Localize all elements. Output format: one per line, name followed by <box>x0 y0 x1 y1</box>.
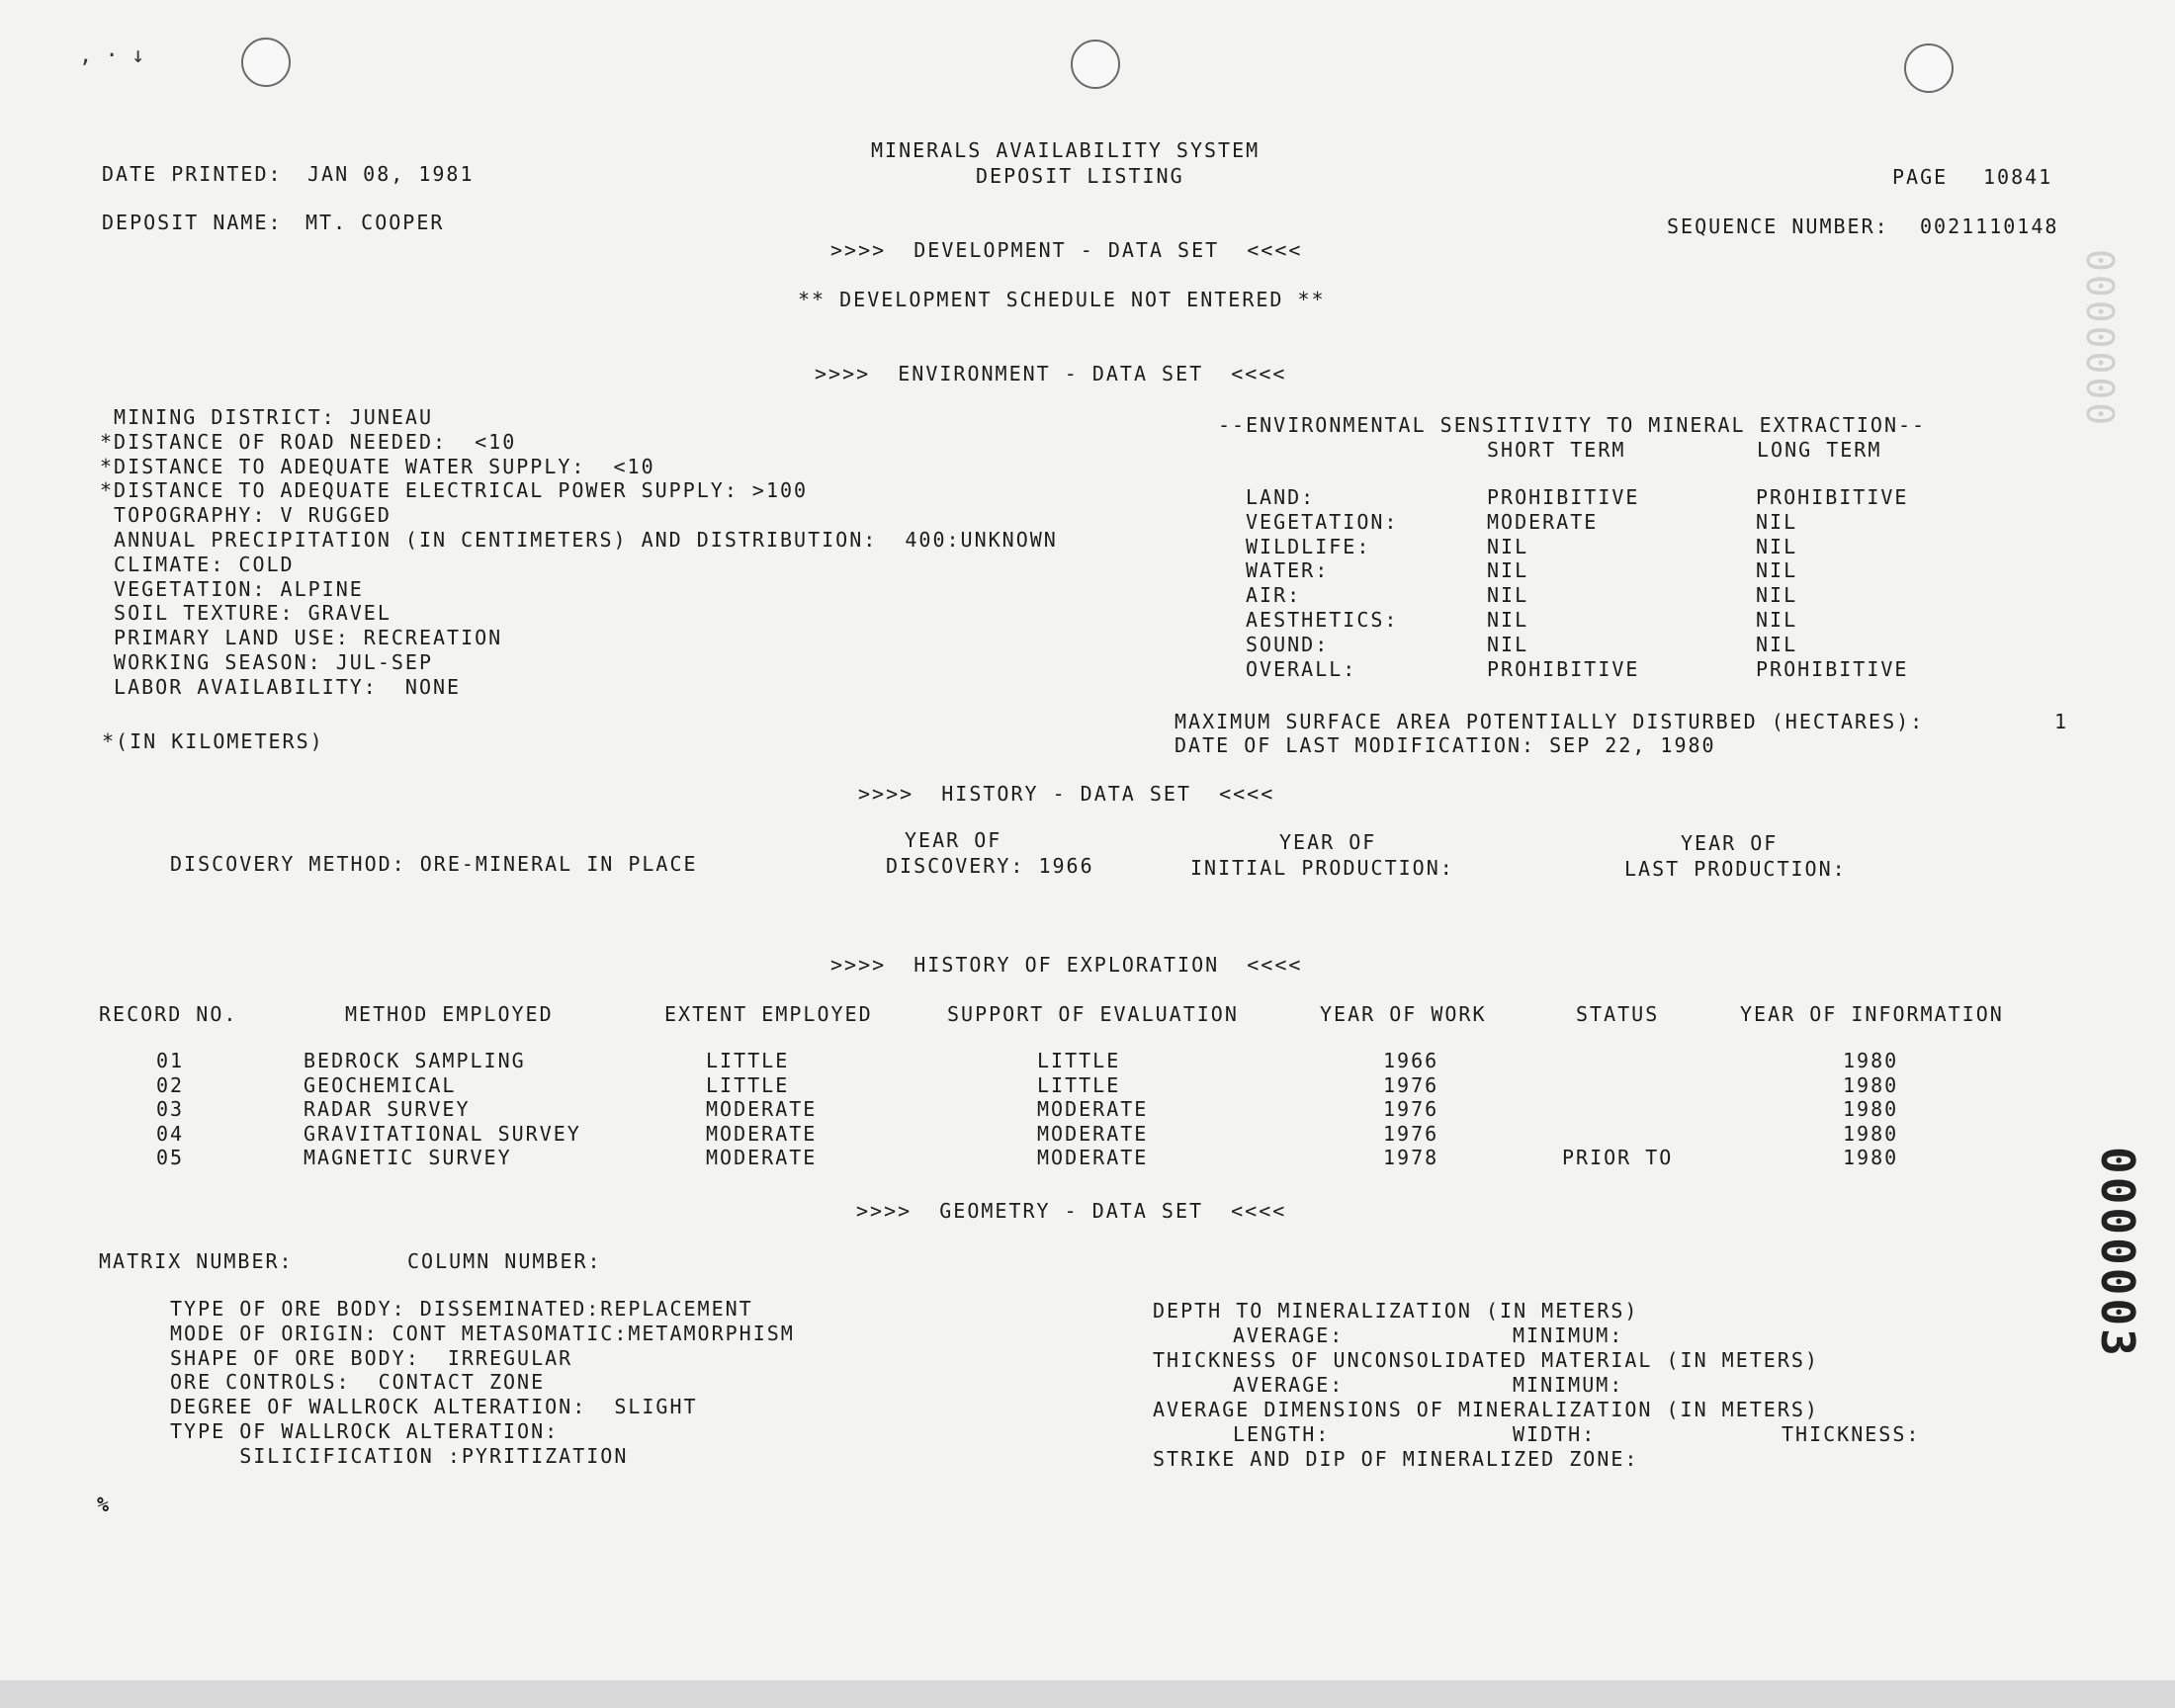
thickness-minimum: MINIMUM: <box>1513 1373 1624 1397</box>
sensitivity-title: --ENVIRONMENTAL SENSITIVITY TO MINERAL EXTRACTION-- <box>1218 413 1927 437</box>
exploration-cell-method: GEOCHEMICAL <box>304 1072 457 1097</box>
stray-ink-marks: ‚ · ↓ <box>79 43 145 68</box>
depth-minimum: MINIMUM: <box>1513 1324 1624 1347</box>
development-heading: >>>> DEVELOPMENT - DATA SET <<<< <box>830 238 1303 262</box>
ore-body-line: SHAPE OF ORE BODY: IRREGULAR <box>170 1345 573 1370</box>
depth-average: AVERAGE: <box>1233 1324 1345 1347</box>
long-term-header: LONG TERM <box>1757 438 1882 462</box>
exploration-cell-extent: MODERATE <box>706 1097 818 1122</box>
discovery-method: DISCOVERY METHOD: ORE-MINERAL IN PLACE <box>170 852 698 876</box>
exploration-cell-extent: MODERATE <box>706 1121 818 1146</box>
exploration-cell-status: PRIOR TO <box>1562 1146 1674 1170</box>
exploration-cell-year-work: 1976 <box>1383 1097 1439 1122</box>
environment-line: SOIL TEXTURE: GRAVEL <box>100 601 392 626</box>
strike-dip: STRIKE AND DIP OF MINERALIZED ZONE: <box>1153 1447 1639 1471</box>
date-printed-value: JAN 08, 1981 <box>307 162 475 186</box>
exploration-cell-support: LITTLE <box>1037 1072 1121 1097</box>
matrix-number: MATRIX NUMBER: <box>99 1249 294 1273</box>
environment-line: PRIMARY LAND USE: RECREATION <box>100 626 503 650</box>
last-modified: DATE OF LAST MODIFICATION: SEP 22, 1980 <box>1174 733 1716 757</box>
exploration-cell-record: 02 <box>156 1072 185 1097</box>
kilometers-footnote: *(IN KILOMETERS) <box>102 729 324 753</box>
deposit-name-label: DEPOSIT NAME: <box>102 211 283 234</box>
exploration-cell-year-work: 1976 <box>1383 1072 1439 1097</box>
environment-line: *DISTANCE OF ROAD NEEDED: <10 <box>100 429 517 454</box>
sensitivity-short-term: MODERATE <box>1487 509 1599 534</box>
last-production: LAST PRODUCTION: <box>1624 857 1847 881</box>
environment-line: VEGETATION: ALPINE <box>100 576 364 601</box>
history-heading: >>>> HISTORY - DATA SET <<<< <box>858 782 1275 806</box>
dimension-width: WIDTH: <box>1513 1422 1597 1446</box>
sensitivity-long-term: NIL <box>1756 608 1798 632</box>
sensitivity-long-term: NIL <box>1756 583 1798 608</box>
exploration-heading: >>>> HISTORY OF EXPLORATION <<<< <box>830 953 1303 977</box>
environment-line: MINING DISTRICT: JUNEAU <box>100 405 433 429</box>
sensitivity-short-term: NIL <box>1487 608 1529 632</box>
punch-hole-center <box>1071 40 1120 89</box>
max-area-value: 1 <box>2054 710 2069 733</box>
ore-body-line: MODE OF ORIGIN: CONT METASOMATIC:METAMORPHISM <box>170 1321 795 1345</box>
listing-title: DEPOSIT LISTING <box>976 164 1184 188</box>
punch-hole-right <box>1904 43 1954 93</box>
exploration-cell-year-info: 1980 <box>1843 1049 1899 1072</box>
frame-number-stamp-faint: 0000000 <box>2078 249 2122 429</box>
initial-production: INITIAL PRODUCTION: <box>1190 856 1454 880</box>
sensitivity-label: WATER: <box>1246 558 1330 583</box>
sensitivity-long-term: PROHIBITIVE <box>1756 656 1909 681</box>
sensitivity-long-term: NIL <box>1756 558 1798 583</box>
year-of-discovery-label: YEAR OF <box>905 828 1002 852</box>
environment-line: *DISTANCE TO ADEQUATE ELECTRICAL POWER SUPPLY: >100 <box>100 478 809 503</box>
discovery-year: DISCOVERY: 1966 <box>886 854 1094 878</box>
sensitivity-short-term: PROHIBITIVE <box>1487 485 1640 509</box>
date-printed-label: DATE PRINTED: <box>102 162 283 186</box>
exploration-cell-support: MODERATE <box>1037 1146 1149 1170</box>
exploration-cell-method: MAGNETIC SURVEY <box>304 1146 512 1170</box>
exploration-cell-year-info: 1980 <box>1843 1072 1899 1097</box>
dimensions-title: AVERAGE DIMENSIONS OF MINERALIZATION (IN METERS) <box>1153 1398 1819 1421</box>
sensitivity-label: AIR: <box>1246 583 1302 608</box>
short-term-header: SHORT TERM <box>1487 438 1626 462</box>
exploration-cell-year-work: 1978 <box>1383 1146 1439 1170</box>
sensitivity-label: AESTHETICS: <box>1246 608 1399 632</box>
frame-number-stamp: 0000003 <box>2091 1147 2144 1359</box>
exploration-column-header: METHOD EMPLOYED <box>345 1002 554 1026</box>
system-title: MINERALS AVAILABILITY SYSTEM <box>871 138 1261 162</box>
deposit-name-value: MT. COOPER <box>305 211 445 234</box>
sensitivity-label: WILDLIFE: <box>1246 534 1371 558</box>
dimension-length: LENGTH: <box>1233 1422 1331 1446</box>
exploration-cell-year-info: 1980 <box>1843 1146 1899 1170</box>
exploration-cell-method: BEDROCK SAMPLING <box>304 1049 526 1072</box>
ore-body-line: TYPE OF ORE BODY: DISSEMINATED:REPLACEMENT <box>170 1297 753 1321</box>
exploration-column-header: EXTENT EMPLOYED <box>664 1002 873 1026</box>
exploration-cell-record: 03 <box>156 1097 185 1122</box>
sequence-number: 0021110148 <box>1920 214 2059 238</box>
exploration-cell-method: RADAR SURVEY <box>304 1097 471 1122</box>
thickness-average: AVERAGE: <box>1233 1373 1345 1397</box>
column-number: COLUMN NUMBER: <box>407 1249 602 1273</box>
geometry-heading: >>>> GEOMETRY - DATA SET <<<< <box>856 1199 1287 1223</box>
exploration-cell-extent: MODERATE <box>706 1146 818 1170</box>
punch-hole-left <box>241 38 291 87</box>
sensitivity-label: LAND: <box>1246 485 1316 509</box>
sensitivity-long-term: NIL <box>1756 534 1798 558</box>
environment-line: CLIMATE: COLD <box>100 552 295 576</box>
exploration-cell-support: MODERATE <box>1037 1121 1149 1146</box>
exploration-cell-method: GRAVITATIONAL SURVEY <box>304 1121 581 1146</box>
exploration-cell-record: 01 <box>156 1049 185 1072</box>
ore-body-line: TYPE OF WALLROCK ALTERATION: <box>170 1419 560 1443</box>
exploration-cell-support: MODERATE <box>1037 1097 1149 1122</box>
thickness-title: THICKNESS OF UNCONSOLIDATED MATERIAL (IN METERS) <box>1153 1348 1819 1372</box>
footer-mark: % <box>97 1493 112 1516</box>
dimension-thickness: THICKNESS: <box>1782 1422 1921 1446</box>
environment-line: *DISTANCE TO ADEQUATE WATER SUPPLY: <10 <box>100 454 655 478</box>
environment-line: ANNUAL PRECIPITATION (IN CENTIMETERS) AND DISTRIBUTION: 400:UNKNOWN <box>100 528 1058 552</box>
environment-heading: >>>> ENVIRONMENT - DATA SET <<<< <box>815 362 1287 385</box>
page-number: 10841 <box>1983 165 2053 189</box>
sensitivity-long-term: NIL <box>1756 509 1798 534</box>
exploration-column-header: YEAR OF WORK <box>1320 1002 1487 1026</box>
exploration-column-header: YEAR OF INFORMATION <box>1740 1002 2004 1026</box>
exploration-cell-year-info: 1980 <box>1843 1097 1899 1122</box>
exploration-cell-extent: LITTLE <box>706 1072 790 1097</box>
environment-line: WORKING SEASON: JUL-SEP <box>100 650 433 674</box>
exploration-column-header: STATUS <box>1576 1002 1660 1026</box>
development-note: ** DEVELOPMENT SCHEDULE NOT ENTERED ** <box>798 288 1326 311</box>
exploration-cell-year-work: 1966 <box>1383 1049 1439 1072</box>
exploration-cell-record: 04 <box>156 1121 185 1146</box>
year-of-initial-label: YEAR OF <box>1279 830 1377 854</box>
ore-body-line: SILICIFICATION :PYRITIZATION <box>170 1443 629 1468</box>
sequence-label: SEQUENCE NUMBER: <box>1667 214 1889 238</box>
sensitivity-short-term: NIL <box>1487 558 1529 583</box>
sensitivity-label: OVERALL: <box>1246 656 1357 681</box>
page-label: PAGE <box>1892 165 1949 189</box>
exploration-cell-record: 05 <box>156 1146 185 1170</box>
sensitivity-short-term: PROHIBITIVE <box>1487 656 1640 681</box>
sensitivity-short-term: NIL <box>1487 583 1529 608</box>
sensitivity-label: SOUND: <box>1246 632 1330 656</box>
sensitivity-label: VEGETATION: <box>1246 509 1399 534</box>
exploration-cell-extent: LITTLE <box>706 1049 790 1072</box>
ore-body-line: ORE CONTROLS: CONTACT ZONE <box>170 1370 546 1395</box>
exploration-column-header: SUPPORT OF EVALUATION <box>947 1002 1239 1026</box>
exploration-cell-support: LITTLE <box>1037 1049 1121 1072</box>
sensitivity-short-term: NIL <box>1487 632 1529 656</box>
environment-line: TOPOGRAPHY: V RUGGED <box>100 503 392 528</box>
exploration-cell-year-work: 1976 <box>1383 1121 1439 1146</box>
exploration-cell-year-info: 1980 <box>1843 1121 1899 1146</box>
depth-title: DEPTH TO MINERALIZATION (IN METERS) <box>1153 1299 1639 1323</box>
sensitivity-long-term: PROHIBITIVE <box>1756 485 1909 509</box>
sensitivity-short-term: NIL <box>1487 534 1529 558</box>
environment-line: LABOR AVAILABILITY: NONE <box>100 674 462 699</box>
ore-body-line: DEGREE OF WALLROCK ALTERATION: SLIGHT <box>170 1395 698 1419</box>
year-of-last-label: YEAR OF <box>1681 831 1779 855</box>
max-area-label: MAXIMUM SURFACE AREA POTENTIALLY DISTURBED (HECTARES): <box>1174 710 1925 733</box>
exploration-column-header: RECORD NO. <box>99 1002 238 1026</box>
sensitivity-long-term: NIL <box>1756 632 1798 656</box>
